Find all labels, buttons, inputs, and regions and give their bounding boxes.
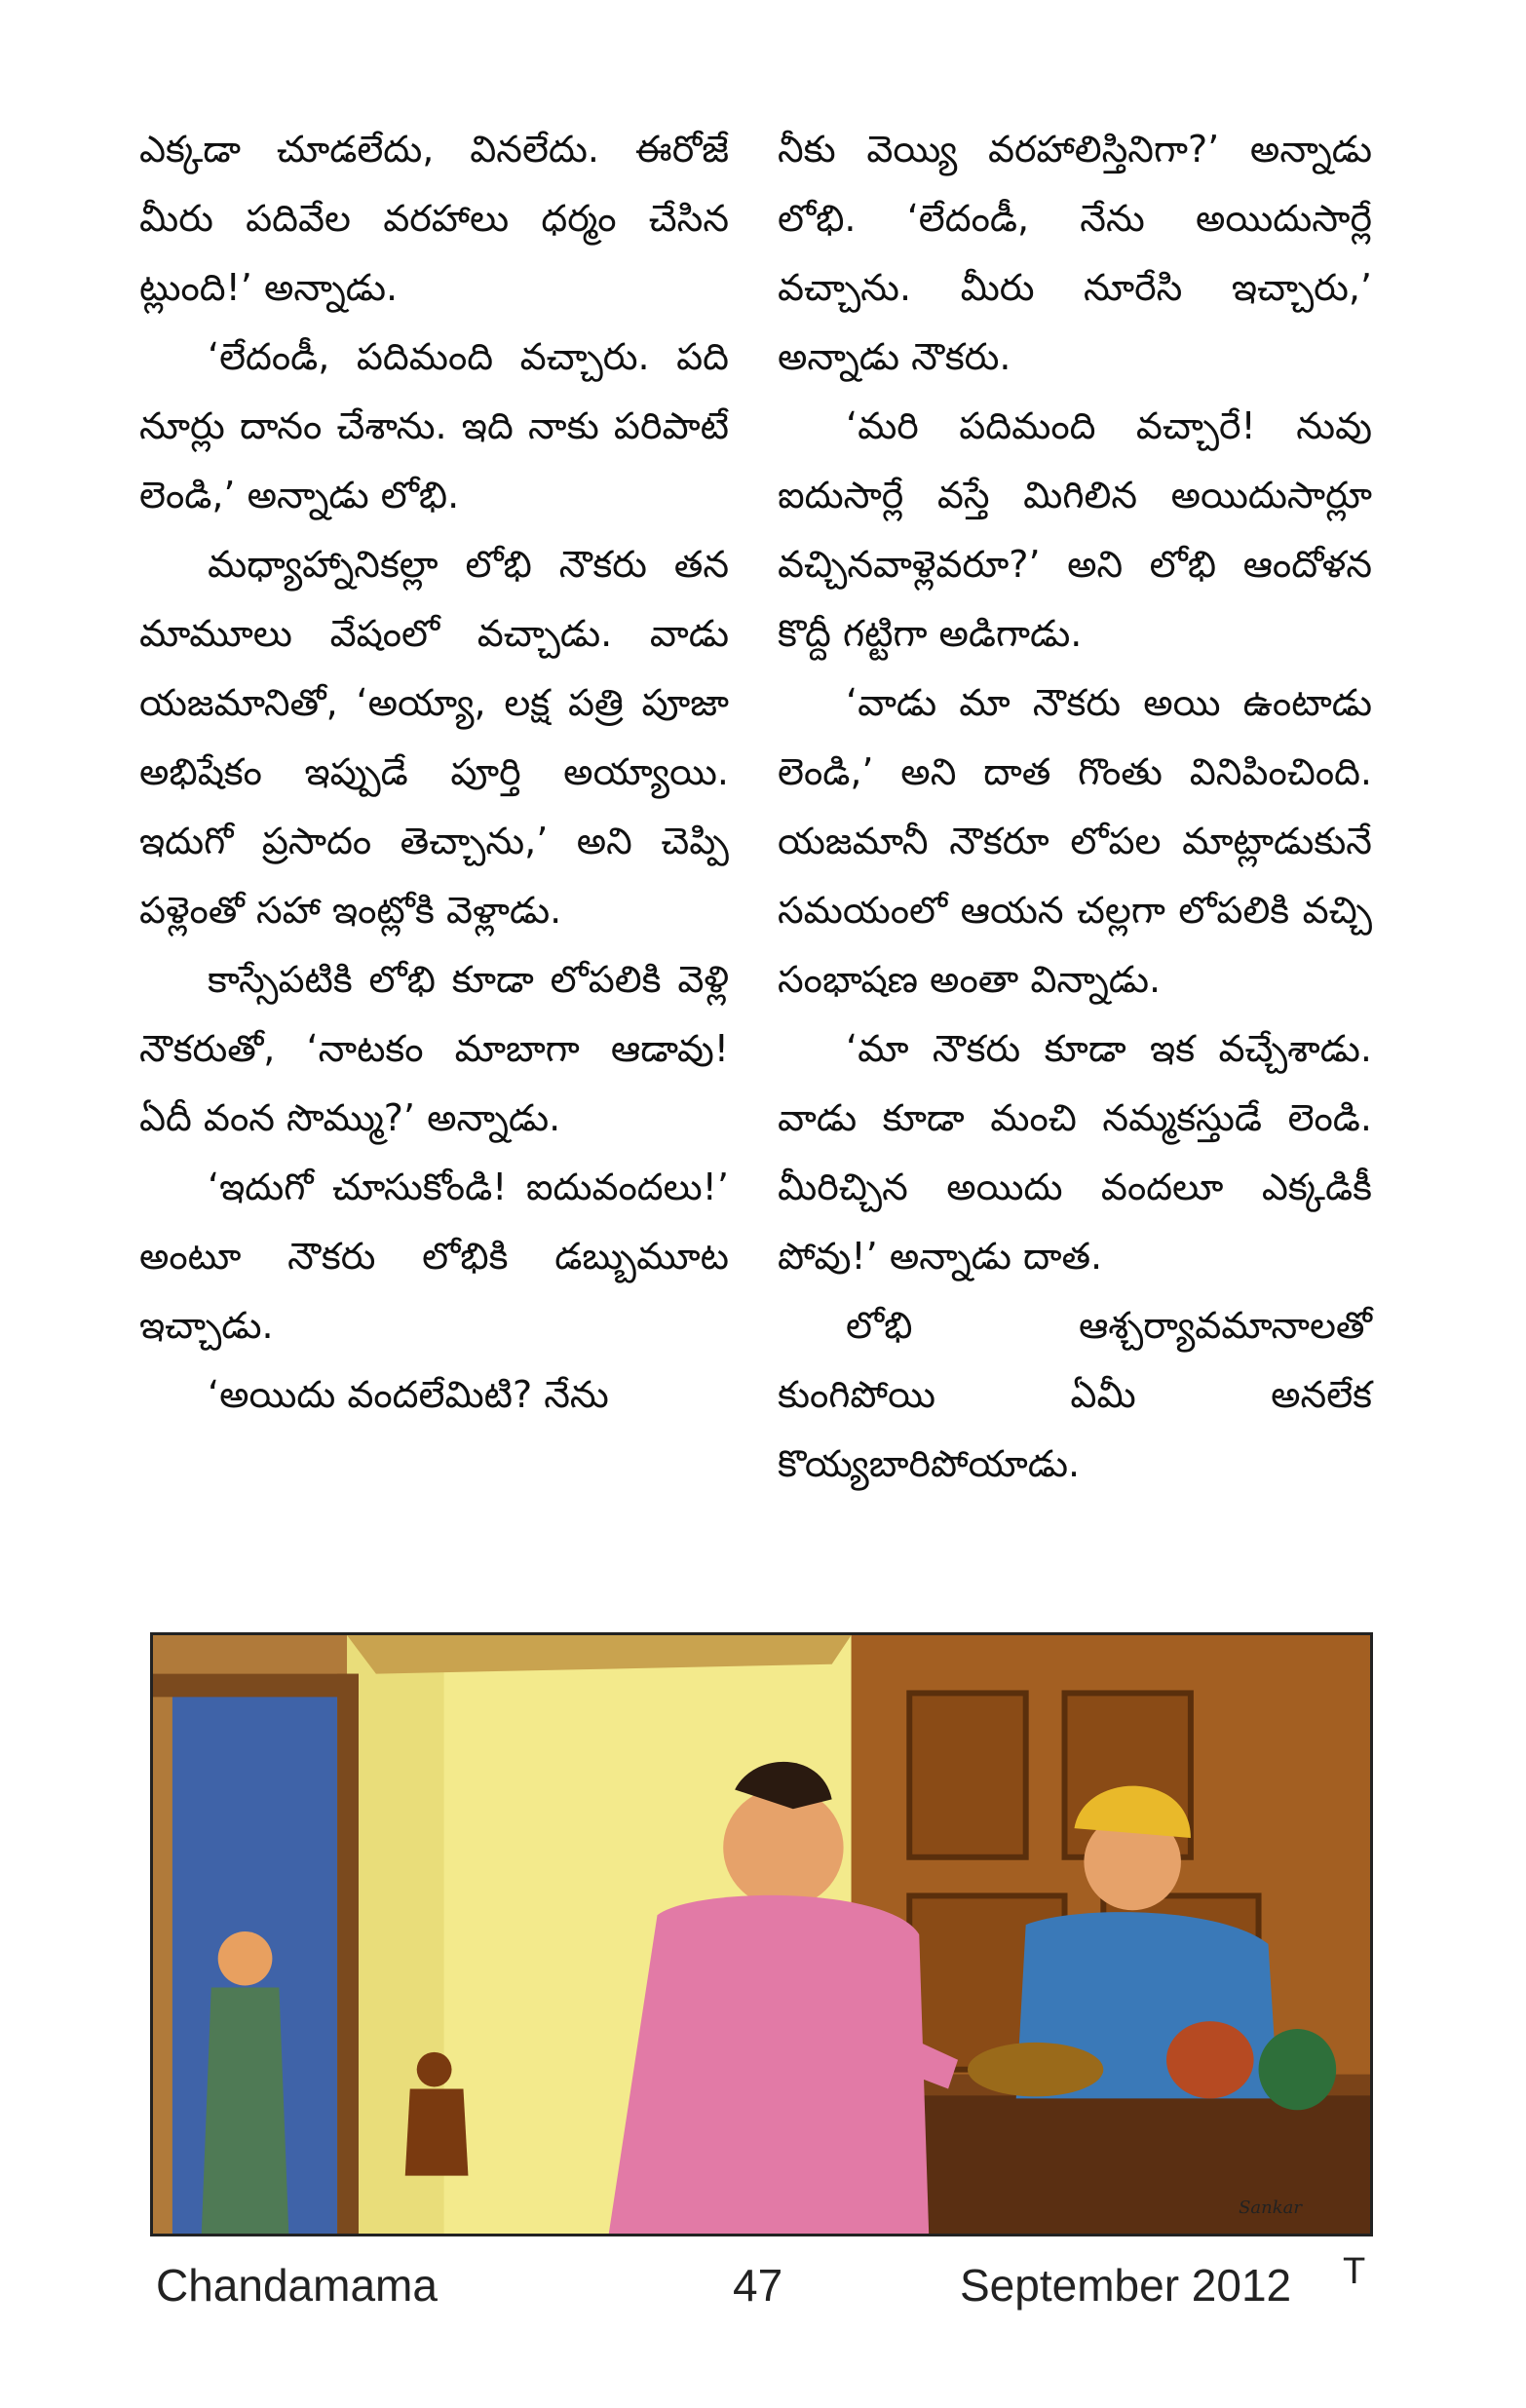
paragraph: ‘అయిదు వందలేమిటి? నేను xyxy=(208,1373,609,1416)
artist-signature: Sankar xyxy=(1239,2198,1302,2218)
story-illustration xyxy=(150,1632,1373,2236)
article-column-right xyxy=(778,115,1372,1499)
paragraph: ‘మరి పదిమంది వచ్చారే! నువు ఐదుసార్లే వస్తే మిగిలిన అయిదుసార్లూ వచ్చినవాళ్లెవరూ?’ అని లోభి ఆందోళన కొద్దీ గట్టిగా అడిగాడు. xyxy=(778,404,1372,655)
paragraph: లోభి ఆశ్చర్యావమానాలతో కుంగిపోయి ఏమీ అనలేక కొయ్యబారిపోయాడు. xyxy=(778,1304,1372,1485)
paragraph: ‘ఇదుగో చూసుకోండి! ఐదువందలు!’ అంటూ నౌకరు లోభికి డబ్బుమూట ఇచ్చాడు. xyxy=(139,1166,729,1347)
illustration-drawing xyxy=(153,1635,1370,2234)
paragraph: ఎక్కడా చూడలేదు, వినలేదు. ఈరోజే మీరు పదివేల వరహాలు ధర్మం చేసిన ట్లుంది!’ అన్నాడు. xyxy=(139,128,729,309)
issue-date: September 2012 xyxy=(960,2260,1292,2311)
magazine-name: Chandamama xyxy=(156,2260,438,2311)
page-number: 47 xyxy=(733,2260,783,2311)
paragraph: మధ్యాహ్నానికల్లా లోభి నౌకరు తన మామూలు వేషంలో వచ్చాడు. వాడు యజమానితో, ‘అయ్యా, లక్ష పత్రి పూజా అభిషేకం ఇప్పుడే పూర్తి అయ్యాయి. ఇదుగో ప్రసాదం తెచ్చాను,’ అని చెప్పి పళ్లెంతో సహా ఇంట్లోకి వెళ్లాడు. xyxy=(139,543,729,932)
page-mark: T xyxy=(1343,2251,1366,2292)
paragraph: కాస్సేపటికి లోభి కూడా లోపలికి వెళ్లి నౌకరుతో, ‘నాటకం మాబాగా ఆడావు! ఏదీ వంన సొమ్ము?’ అన్నాడు. xyxy=(139,958,729,1139)
paragraph: ‘వాడు మా నౌకరు అయి ఉంటాడు లెండి,’ అని దాత గొంతు వినిపించింది. యజమానీ నౌకరూ లోపల మాట్లాడుకునే సమయంలో ఆయన చల్లగా లోపలికి వచ్చి సంభాషణ అంతా విన్నాడు. xyxy=(778,681,1372,1001)
article-column-left xyxy=(139,115,729,1430)
paragraph: ‘లేదండీ, పదిమంది వచ్చారు. పది నూర్లు దానం చేశాను. ఇది నాకు పరిపాటే లెండి,’ అన్నాడు లోభి. xyxy=(139,335,729,516)
paragraph: నీకు వెయ్యి వరహాలిస్తినిగా?’ అన్నాడు లోభి. ‘లేదండీ, నేను అయిదుసార్లే వచ్చాను. మీరు నూరేసి ఇచ్చారు,’ అన్నాడు నౌకరు. xyxy=(778,128,1372,378)
paragraph: ‘మా నౌకరు కూడా ఇక వచ్చేశాడు. వాడు కూడా మంచి నమ్మకస్తుడే లెండి. మీరిచ్చిన అయిదు వందలూ ఎక్కడికీ పోవు!’ అన్నాడు దాత. xyxy=(778,1027,1372,1278)
